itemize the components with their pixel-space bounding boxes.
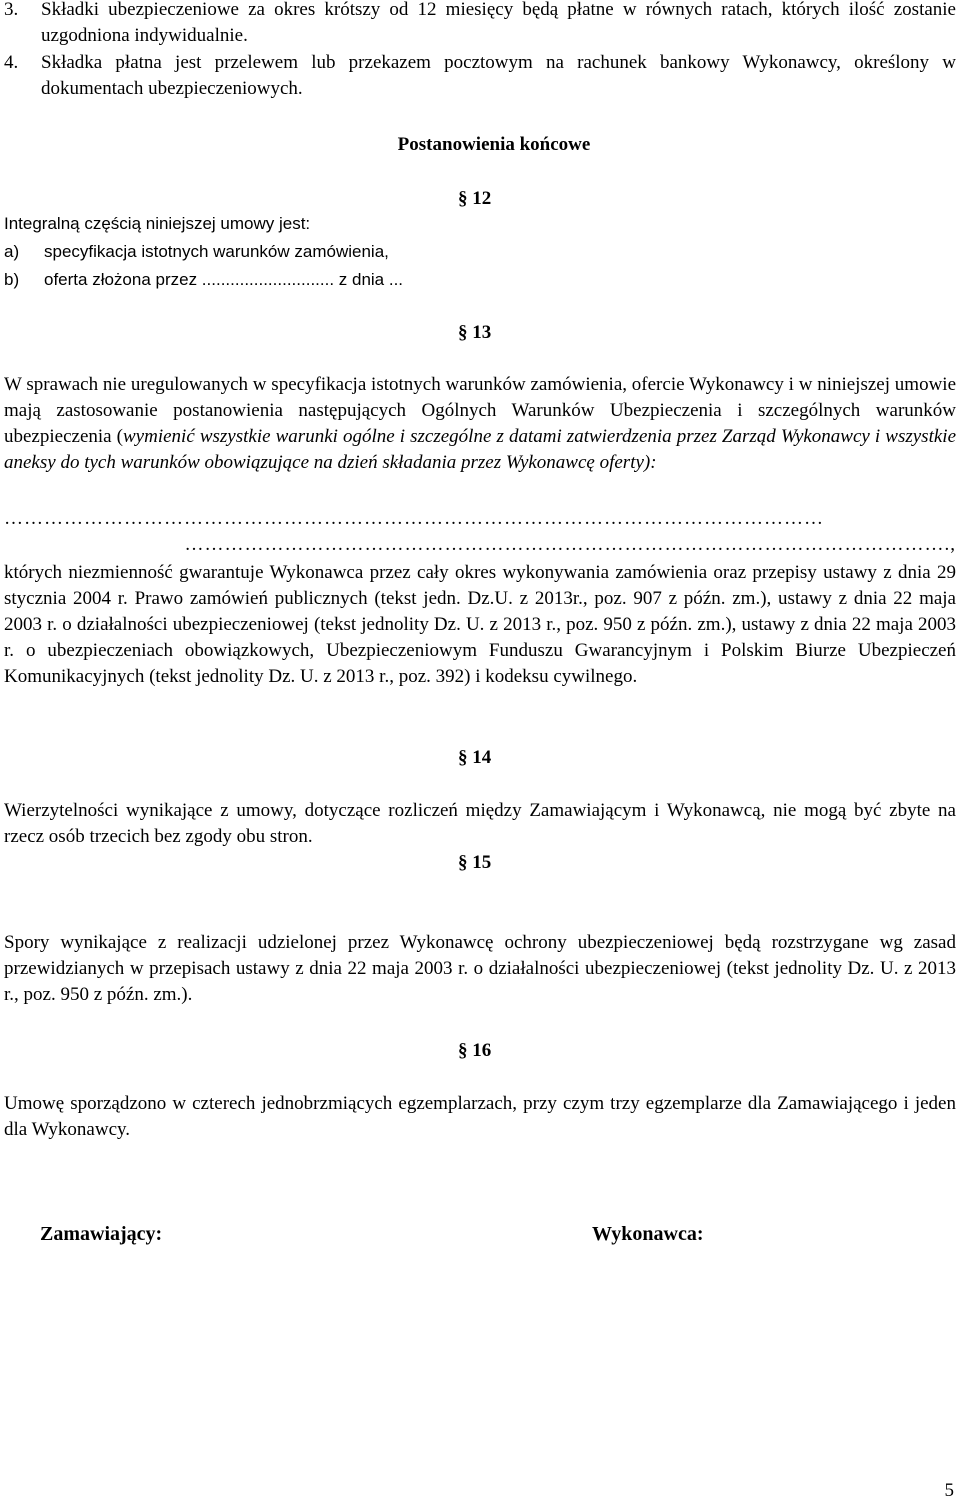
item-number: 4.	[4, 52, 19, 73]
page-number: 5	[944, 1480, 954, 1501]
item-text: Składki ubezpieczeniowe za okres krótszy od 12 miesięcy będą płatne w równych ratach, których ilość zostanie uzgodniona indywidualnie.	[41, 0, 956, 46]
paragraph-15-mark: § 15	[458, 852, 492, 873]
paragraph-16-text: Umowę sporządzono w czterech jednobrzmiących egzemplarzach, przy czym trzy egzemplarze dla Zamawiającego i jeden dla Wykonawcy.	[4, 1093, 956, 1140]
item-number: 3.	[4, 0, 19, 20]
item-label: b)	[4, 270, 20, 289]
paragraph-12-item-b	[4, 268, 956, 292]
paragraph-12-intro: Integralną częścią niniejszej umowy jest:	[4, 214, 311, 233]
paragraph-13-text	[4, 372, 956, 476]
item-text: oferta złożona przez ............................ z dnia ...	[44, 270, 404, 289]
top-item-3	[4, 0, 956, 49]
item-label: a)	[4, 242, 20, 261]
signature-label-contractor: Wykonawca:	[592, 1223, 704, 1245]
paragraph-12-mark: § 12	[458, 188, 492, 209]
item-text: Składka płatna jest przelewem lub przekazem pocztowym na rachunek bankowy Wykonawcy, określony w dokumentach ubezpieczeniowych.	[41, 52, 956, 99]
signature-label-contracting-party: Zamawiający:	[40, 1223, 163, 1245]
paragraph-15-text: Spory wynikające z realizacji udzielonej przez Wykonawcę ochrony ubezpieczeniowej będą rozstrzygane wg zasad przewidzianych w przepisach ustawy z dnia 22 maja 2003 r. o działalności ubezpieczeniowej (tekst jednolity Dz. U. z 2013 r., poz. 950 z późn. zm.).	[4, 932, 956, 1005]
paragraph-16-mark: § 16	[458, 1040, 492, 1061]
paragraph-13-text-start: W sprawach nie uregulowanych w specyfikacja istotnych warunków zamówienia, ofercie Wykonawcy i w niniejszej umowie mają zastosowanie postanowienia następujących Ogólnych Warunków Ubezpieczenia i szczególnych warunków ubezpieczenia (	[4, 374, 956, 447]
fill-in-dots-line-1: ……………………………………………………………………………………………………………	[4, 508, 824, 529]
item-text: specyfikacja istotnych warunków zamówienia,	[44, 242, 389, 261]
fill-in-dots-line-2: …………………………………………………………………………………………………….,	[184, 534, 956, 555]
paragraph-13-text-italic: wymienić wszystkie warunki ogólne i szczególne z datami zatwierdzenia przez Zarząd Wykonawcy i wszystkie aneksy do tych warunków obowiązujące na dzień składania przez Wykonawcę oferty):	[4, 426, 956, 473]
section-title: Postanowienia końcowe	[397, 134, 591, 155]
paragraph-14-mark: § 14	[458, 747, 492, 768]
paragraph-12-item-a	[4, 240, 956, 264]
paragraph-13-mark: § 13	[458, 322, 492, 343]
paragraph-13-text-end: których niezmienność gwarantuje Wykonawca przez cały okres wykonywania zamówienia oraz przepisy ustawy z dnia 29 stycznia 2004 r. Prawo zamówień publicznych (tekst jedn. Dz.U. z 2013r., poz. 907 z późn. zm.), ustawy z dnia 22 maja 2003 r. o działalności ubezpieczeniowej (tekst jednolity Dz. U. z 2013 r., poz. 950 z późn. zm.), ustawy z dnia 22 maja 2003 r. o ubezpieczeniach obowiązkowych, Ubezpieczeniowym Funduszu Gwarancyjnym i Polskim Biurze Ubezpieczeń Komunikacyjnych (tekst jednolity Dz. U. z 2013 r., poz. 392) i kodeksu cywilnego.	[4, 562, 956, 687]
paragraph-14-text: Wierzytelności wynikające z umowy, dotyczące rozliczeń między Zamawiającym i Wykonawcą, nie mogą być zbyte na rzecz osób trzecich bez zgody obu stron.	[4, 800, 956, 847]
top-item-4	[4, 50, 956, 102]
